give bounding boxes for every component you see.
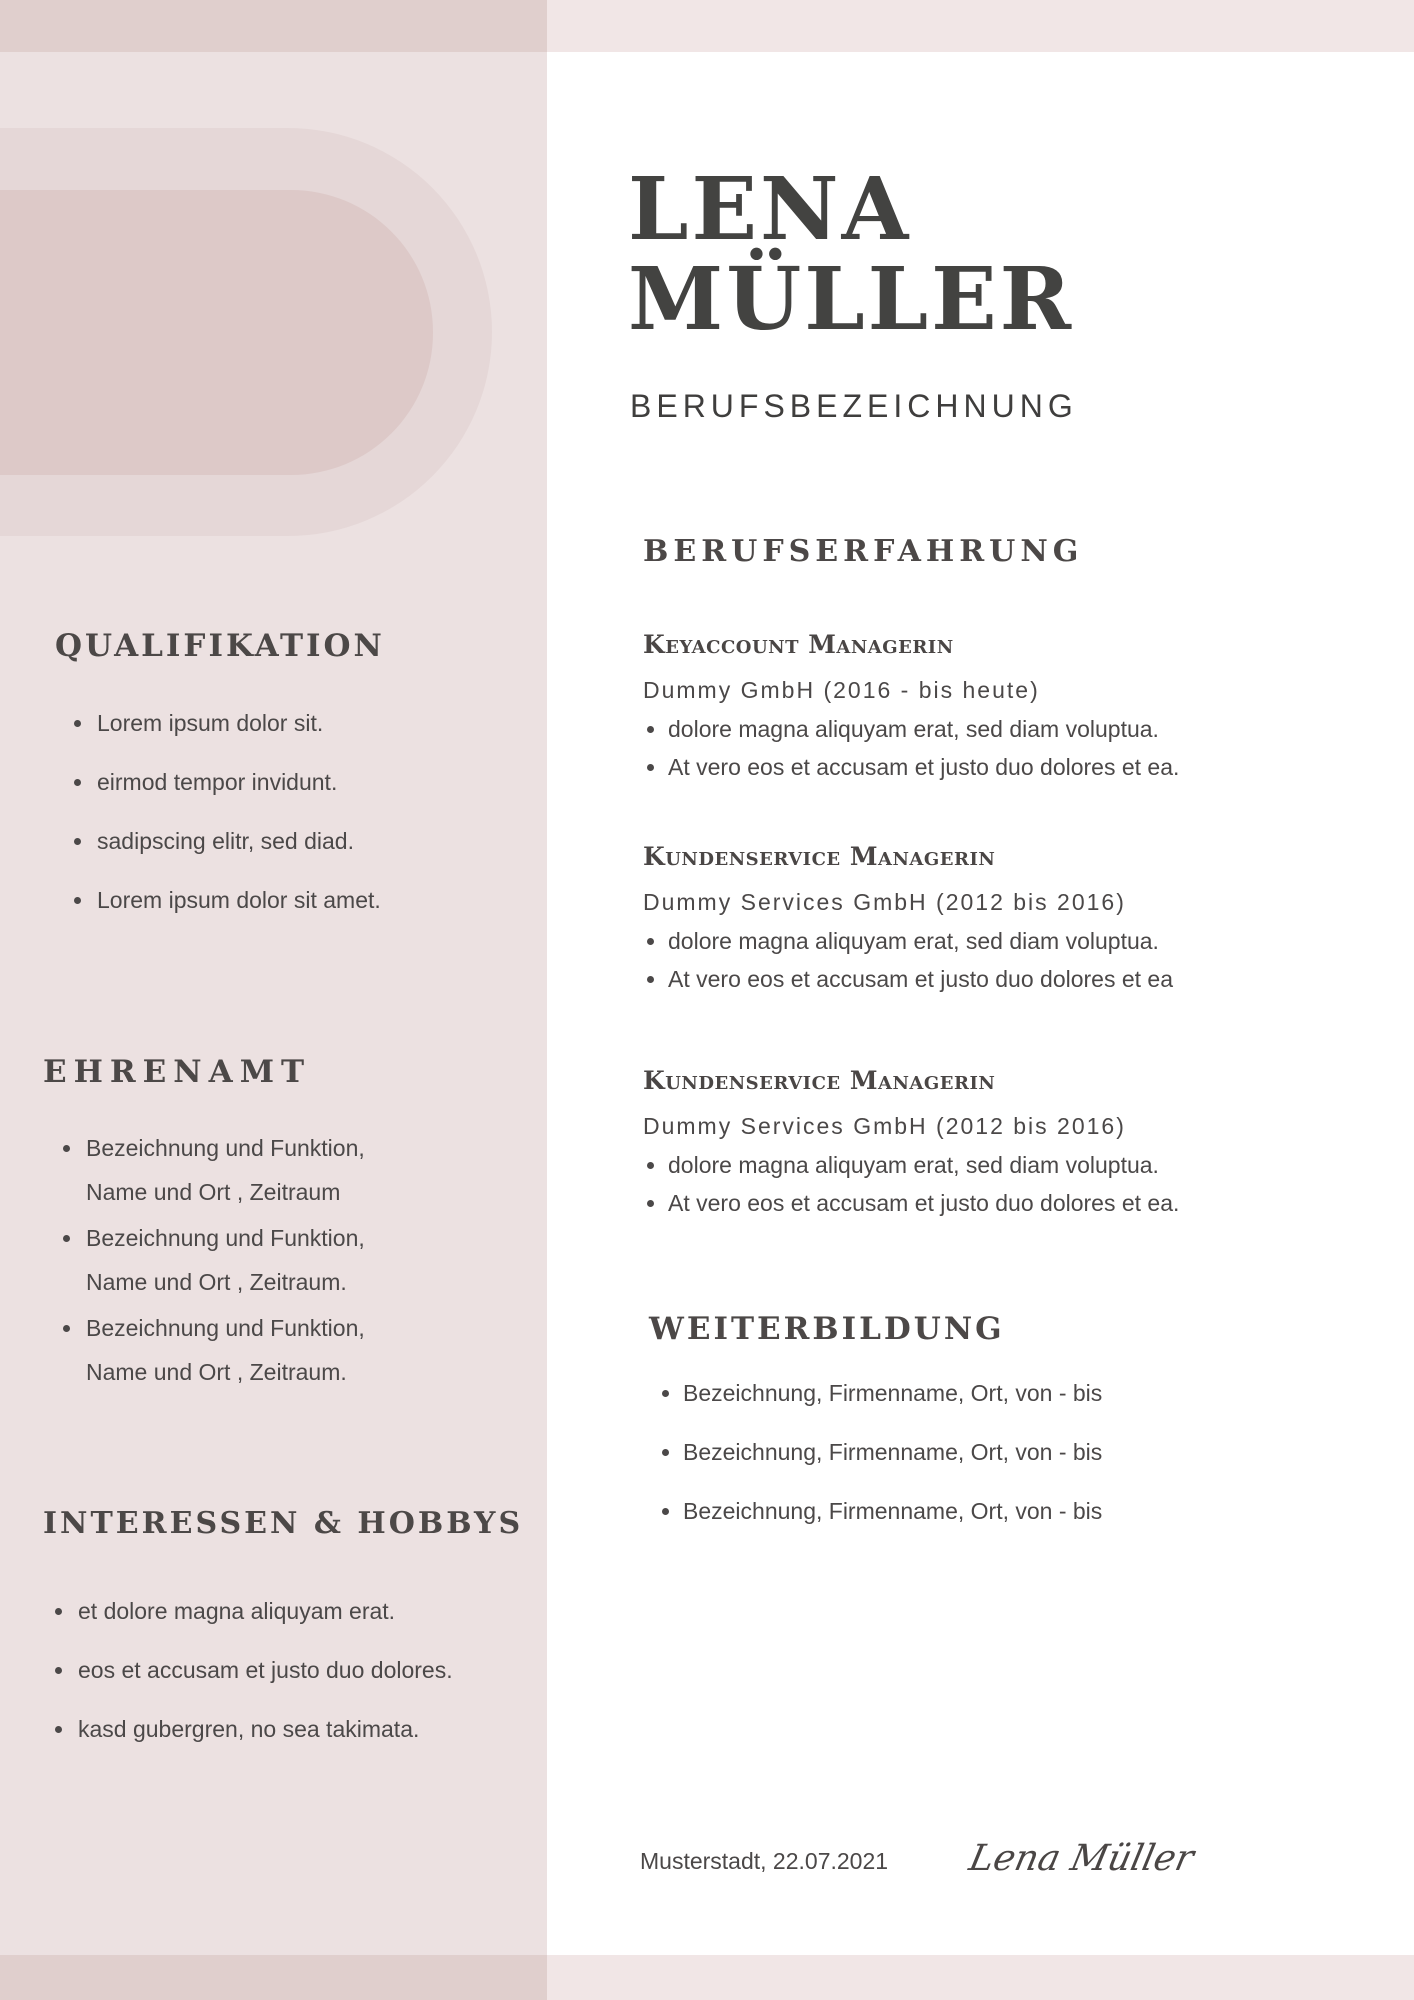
last-name: MÜLLER — [628, 249, 1075, 350]
list-item: • dolore magna aliquyam erat, sed diam voluptua. — [668, 1146, 1179, 1184]
top-band-right — [547, 0, 1414, 52]
ehrenamt-heading: EHRENAMT — [43, 1054, 312, 1090]
list-item: • Lorem ipsum dolor sit. — [95, 708, 381, 738]
list-item: • dolore magna aliquyam erat, sed diam voluptua. — [668, 922, 1173, 960]
qualifikation-heading: QUALIFIKATION — [55, 628, 385, 664]
ehrenamt-line2: Name und Ort , Zeitraum. — [86, 1359, 347, 1385]
list-item: • At vero eos et accusam et justo duo dolores et ea — [668, 960, 1173, 998]
job-entry-company: Dummy Services GmbH (2012 bis 2016) — [643, 889, 1126, 915]
place-date: Musterstadt, 22.07.2021 — [640, 1848, 889, 1874]
job-entry — [643, 842, 1173, 998]
weiterbildung-heading: WEITERBILDUNG — [649, 1311, 1005, 1347]
list-item: • Bezeichnung, Firmenname, Ort, von - bis — [683, 1496, 1102, 1526]
bottom-band-left — [0, 1955, 547, 2000]
job-entry-company: Dummy Services GmbH (2012 bis 2016) — [643, 1113, 1126, 1139]
ehrenamt-line1: Bezeichnung und Funktion, — [86, 1135, 365, 1161]
list-item: • Bezeichnung, Firmenname, Ort, von - bis — [683, 1437, 1102, 1467]
job-entry — [643, 630, 1179, 786]
bottom-band-right — [547, 1955, 1414, 2000]
berufserfahrung-heading: BERUFSERFAHRUNG — [643, 534, 1084, 569]
top-band-left — [0, 0, 547, 52]
job-title: BERUFSBEZEICHNUNG — [630, 388, 1078, 424]
job-entry-bullets — [643, 922, 1173, 998]
job-entry-title: Keyaccount Managerin — [643, 630, 954, 659]
first-name: LENA — [628, 159, 912, 260]
list-item — [84, 1216, 365, 1304]
hobbys-list — [46, 1596, 453, 1773]
ehrenamt-line1: Bezeichnung und Funktion, — [86, 1225, 365, 1251]
qualifikation-list — [65, 708, 381, 944]
list-item: • eirmod tempor invidunt. — [95, 767, 381, 797]
job-entry-bullets — [643, 1146, 1179, 1222]
signature: Lena Müller — [965, 1838, 1198, 1879]
ehrenamt-line1: Bezeichnung und Funktion, — [86, 1315, 365, 1341]
list-item: • dolore magna aliquyam erat, sed diam voluptua. — [668, 710, 1179, 748]
list-item: • Lorem ipsum dolor sit amet. — [95, 885, 381, 915]
person-name — [628, 159, 1075, 350]
list-item: • eos et accusam et justo duo dolores. — [76, 1655, 453, 1685]
list-item: • At vero eos et accusam et justo duo dolores et ea. — [668, 1184, 1179, 1222]
ehrenamt-line2: Name und Ort , Zeitraum — [86, 1179, 341, 1205]
job-entry — [643, 1066, 1179, 1222]
job-entry-bullets — [643, 710, 1179, 786]
ehrenamt-list — [54, 1126, 365, 1396]
list-item — [84, 1126, 365, 1214]
decorative-arch-inner — [0, 190, 433, 475]
list-item: • Bezeichnung, Firmenname, Ort, von - bis — [683, 1378, 1102, 1408]
list-item: • sadipscing elitr, sed diad. — [95, 826, 381, 856]
job-entry-company: Dummy GmbH (2016 - bis heute) — [643, 677, 1040, 703]
list-item: • At vero eos et accusam et justo duo dolores et ea. — [668, 748, 1179, 786]
ehrenamt-line2: Name und Ort , Zeitraum. — [86, 1269, 347, 1295]
list-item — [84, 1306, 365, 1394]
job-entry-title: Kundenservice Managerin — [643, 1066, 996, 1095]
list-item: • kasd gubergren, no sea takimata. — [76, 1714, 453, 1744]
weiterbildung-list — [653, 1378, 1102, 1555]
list-item: • et dolore magna aliquyam erat. — [76, 1596, 453, 1626]
hobbys-heading: INTERESSEN & HOBBYS — [43, 1506, 524, 1541]
job-entry-title: Kundenservice Managerin — [643, 842, 996, 871]
